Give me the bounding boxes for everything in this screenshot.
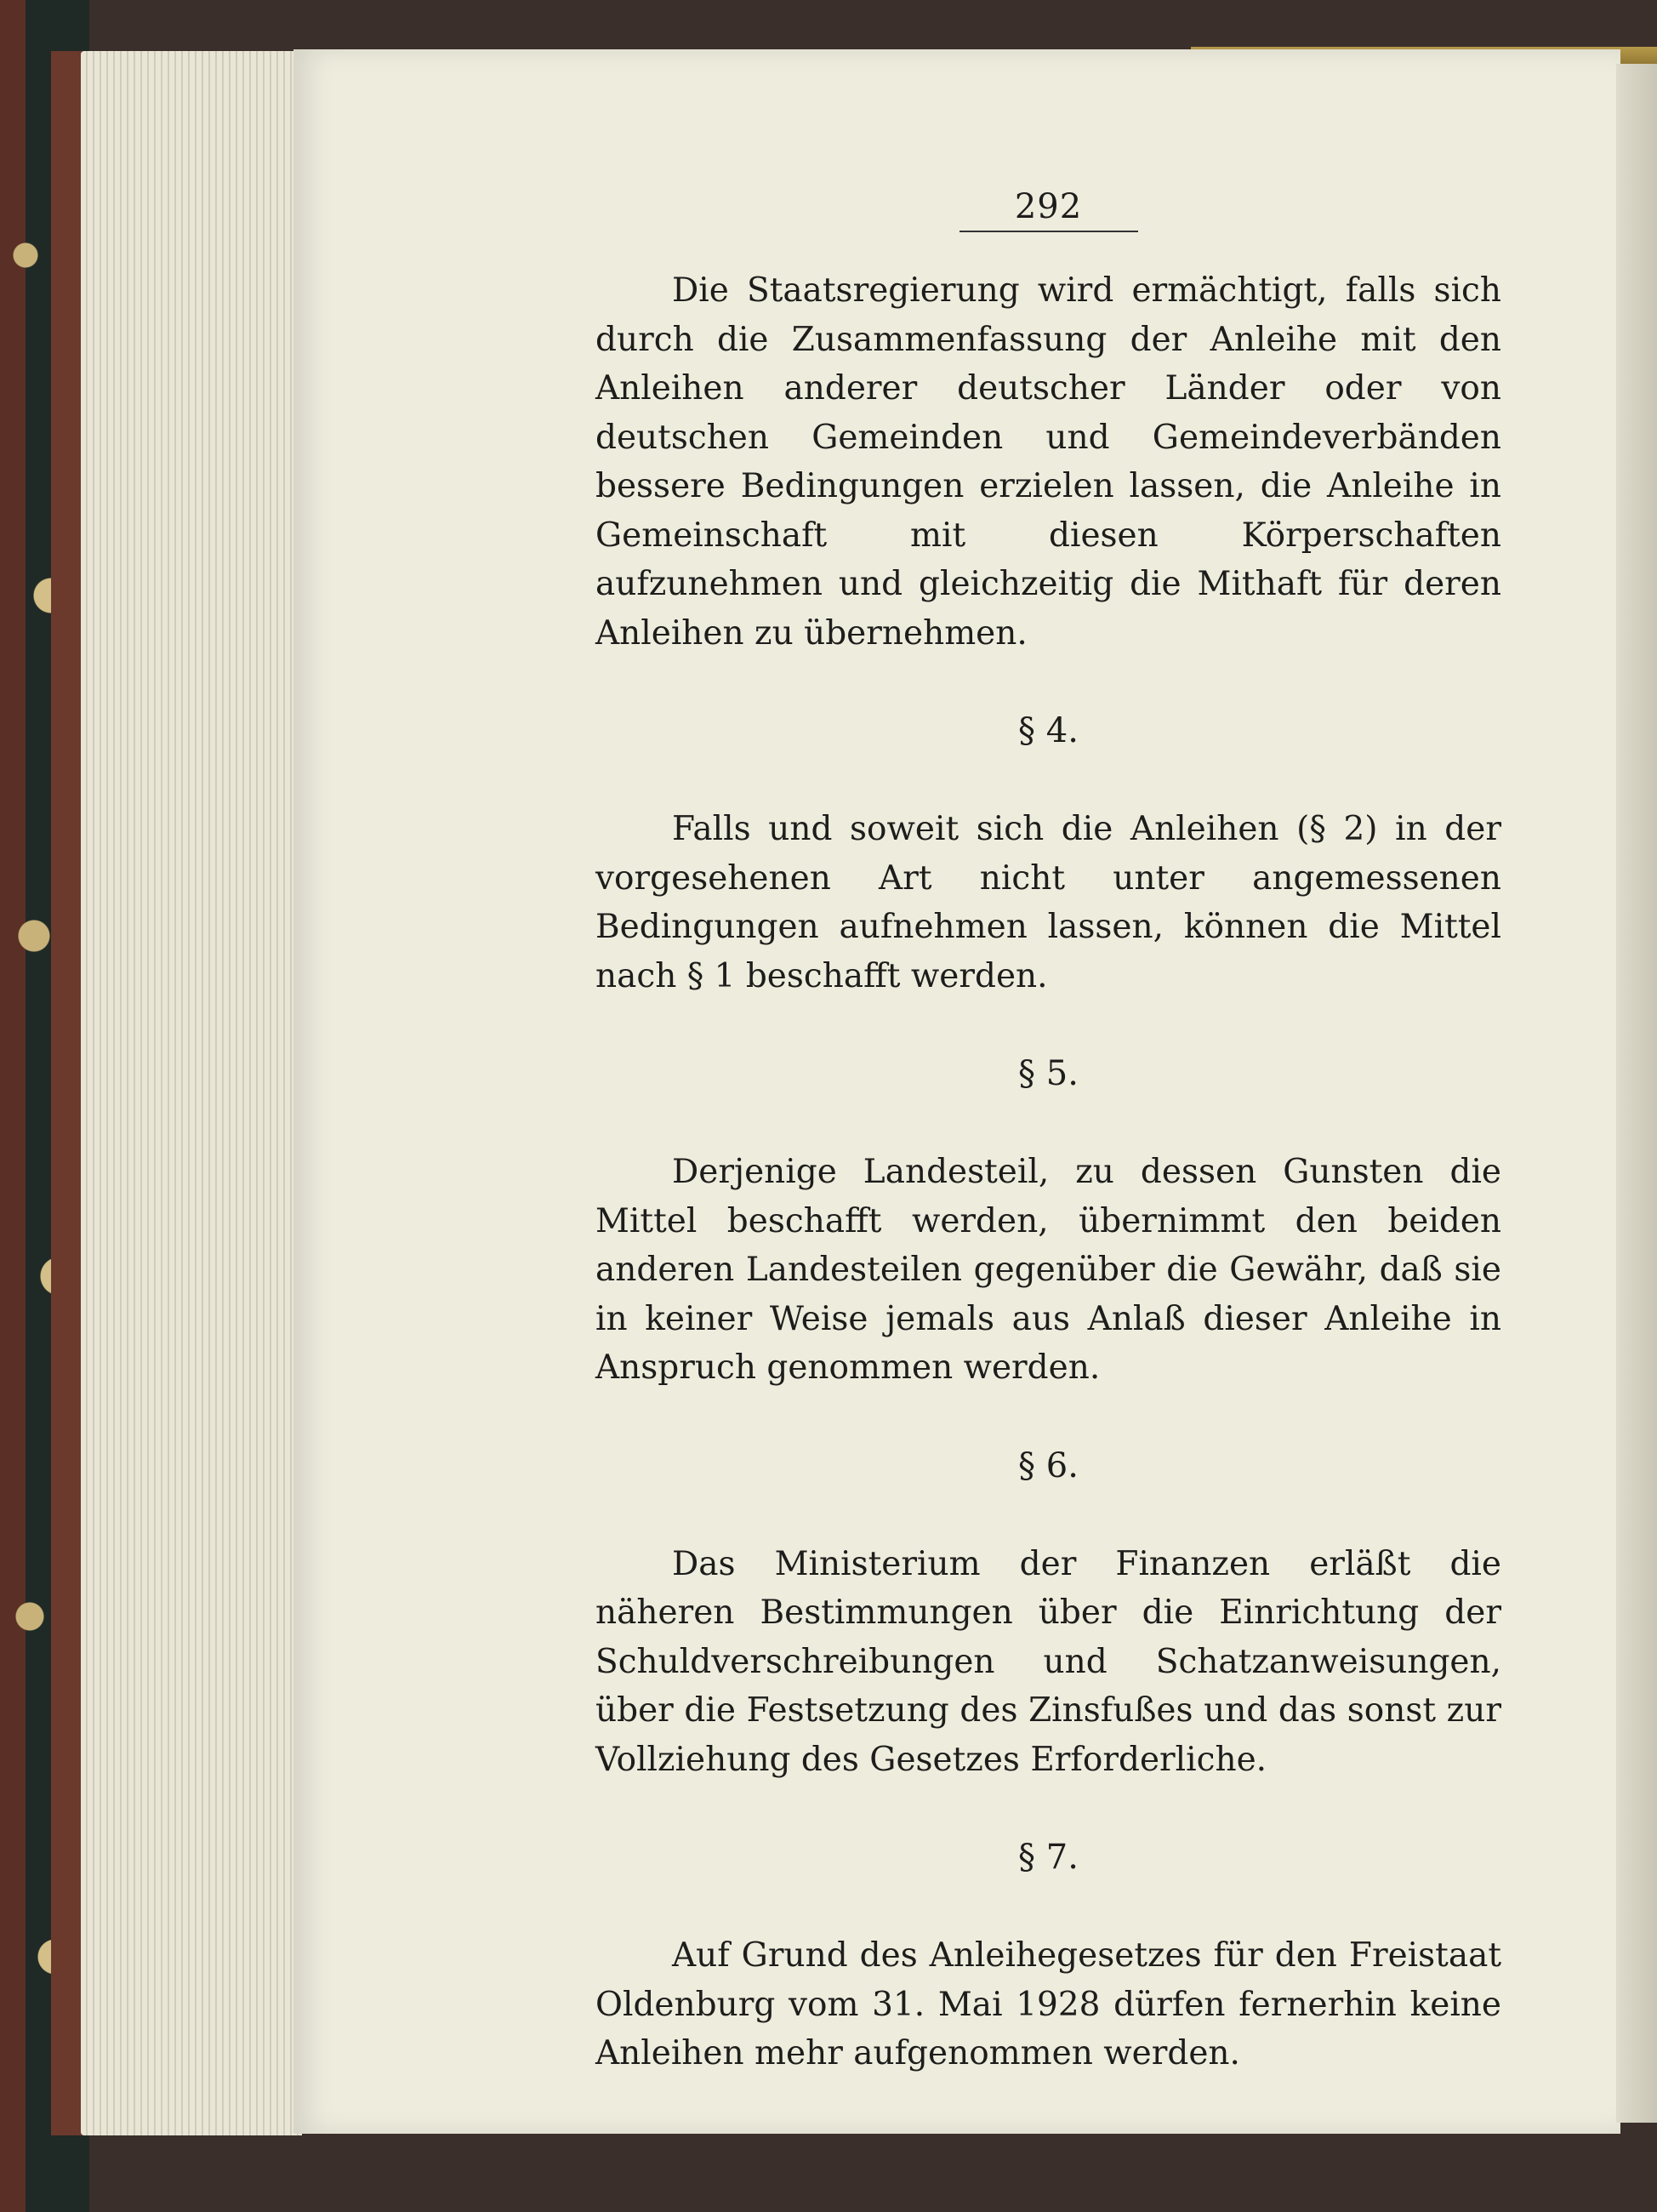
paragraph-3: Derjenige Landesteil, zu dessen Gunsten die Mittel beschafft werden, übernimmt den beiden anderen Landesteilen gegenüber die Gewähr, daß sie in keiner Weise jemals aus Anlaß dieser Anleihe in Anspruch genommen werden. [595,1153,1501,1387]
paragraph-1: Die Staatsregierung wird ermächtigt, falls sich durch die Zusammenfassung der Anleihe mit den Anleihen anderer deutscher Länder oder von deutschen Gemeinden und Gemeindeverbänden bessere Bedingungen erzielen lassen, die Anleihe in Gemeinschaft mit diesen Körperschaften aufzunehmen und gleichzeitig die Mithaft für deren Anleihen zu übernehmen. [595,271,1501,653]
section-heading-7: § 7. [1018,1838,1079,1877]
paragraph-5: Auf Grund des Anleihegesetzes für den Freistaat Oldenburg vom 31. Mai 1928 dürfen fernerhin keine Anleihen mehr aufgenommen werden. [595,1936,1501,2072]
section-heading-5: § 5. [1018,1054,1079,1093]
page-stack [81,51,302,2135]
page-number: 292 [1014,187,1083,226]
paragraph-2: Falls und soweit sich die Anleihen (§ 2) in der vorgesehenen Art nicht unter angemessenen Bedingungen aufnehmen lassen, können die Mittel nach § 1 beschafft werden. [595,810,1501,995]
page-content [595,183,1501,2078]
section-heading-6: § 6. [1018,1445,1079,1485]
page-number-rule [959,231,1138,232]
section-heading-4: § 4. [1018,711,1079,750]
next-page-edge [1616,64,1657,2123]
paragraph-4: Das Ministerium der Finanzen erläßt die näheren Bestimmungen über die Einrichtung der Schuldverschreibungen und Schatzanweisungen, über die Festsetzung des Zinsfußes und das sonst zur Vollziehung des Gesetzes Erforderliche. [595,1544,1501,1779]
